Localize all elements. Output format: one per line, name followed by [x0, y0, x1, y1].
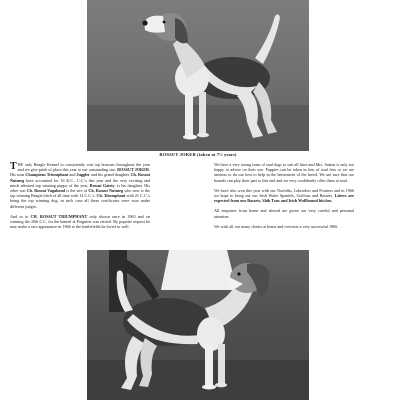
left-paragraph-1-text: HE only Beagle Kennel to consistently win top honours throughout the year and we give pride of place this year to our outstanding sire, ROSSUT JOKER. His sons Champions Triumphant and Juggler and his grand-daughter Ch. Rossut Nutmeg have accounted for 16 K.C., C.C.'s this year and the very exciting and much admired top winning puppy of the year, Rossut Gaiety, is his daughter. His other son Ch. Rossut Vagabond is the sire of Ch. Rossut Nutmeg who now is the top winning Beagle bitch of all time with 14 C.C.'s. Ch. Triumphant with 21 C.C.'s being the top winning dog, in each case all these certificates were won under different judges.: [10, 162, 150, 209]
beagle-standing-illustration: [87, 0, 309, 151]
drop-cap: T: [10, 161, 17, 172]
beagle-photo-top: [87, 0, 309, 151]
right-text-column: [214, 162, 354, 234]
right-paragraph-1: We have a very strong team of stud dogs to suit all lines and Mrs. Sutton is only too happy to advise on their use. Puppies can be taken in lieu of stud fees or we are anxious to do our best to help in the betterment of the breed. We are sure that our hounds can play their part to this end and we very confidently offer them at stud.: [214, 162, 354, 183]
right-paragraph-3: All enquiries from home and abroad are given our very careful and personal attention.: [214, 208, 354, 219]
beagle-handler-illustration: [87, 250, 309, 400]
left-text-column: [10, 162, 150, 234]
left-paragraph-2-text: And so to CH. ROSSUT TRIUMPHANT only shown once in 1965 and on winning the 20th C.C. for the kennel at Paignton was retired. By popular request he may make a rare appearance in 1966 to the battlefields he loved so well.: [10, 213, 150, 230]
left-paragraph-2: [10, 214, 150, 230]
photo-caption: ROSSUT JOKER (taken at 7½ years): [159, 152, 237, 157]
right-paragraph-4: We wish all our many clients at home and overseas a very successful 1966.: [214, 223, 339, 229]
right-paragraph-2: We have also won this year with our Norfolks, Labradors and Pointers and in 1966 we hope to bring out our Irish Water Spaniels, Griffons and Bassets. Litters are expected from our Bassets, Shih Tzus and Irish Wolfhound bitches.: [214, 187, 354, 204]
left-paragraph-1: [10, 162, 150, 209]
beagle-photo-bottom: [87, 250, 309, 400]
